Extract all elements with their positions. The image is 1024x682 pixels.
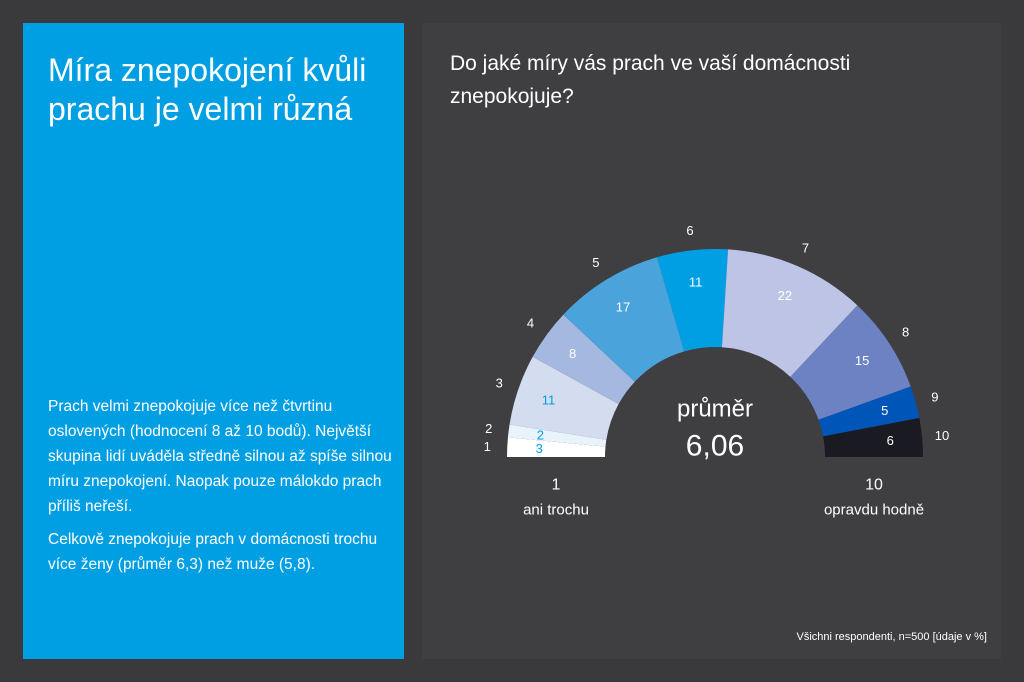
scale-right-number: 10 xyxy=(865,476,883,494)
value-label-4: 8 xyxy=(568,346,577,362)
value-label-5: 17 xyxy=(615,299,631,315)
value-label-9: 5 xyxy=(881,403,889,419)
value-label-7: 22 xyxy=(777,287,793,303)
intro-panel xyxy=(23,23,404,659)
category-label-8: 8 xyxy=(901,324,910,340)
panel-body xyxy=(48,394,393,585)
category-label-3: 3 xyxy=(495,375,503,391)
center-label: průměr xyxy=(676,395,754,423)
value-label-3: 11 xyxy=(541,392,556,408)
value-label-6: 11 xyxy=(688,274,703,290)
category-label-4: 4 xyxy=(526,315,535,331)
category-label-5: 5 xyxy=(592,255,600,271)
chart-panel xyxy=(422,23,1001,659)
category-label-2: 2 xyxy=(485,420,493,436)
category-label-10: 10 xyxy=(934,428,950,444)
category-label-9: 9 xyxy=(931,389,939,405)
paragraph-2: Celkově znepokojuje prach v domácnosti trochu více ženy (průměr 6,3) než muže (5,8). xyxy=(48,531,378,573)
semicircle-chart xyxy=(422,23,1001,659)
value-label-10: 6 xyxy=(886,432,894,448)
value-label-1: 3 xyxy=(535,441,543,457)
category-label-1: 1 xyxy=(483,438,491,454)
panel-title: Míra znepokojení kvůli prachu je velmi různá xyxy=(48,52,367,127)
scale-right-label: opravdu hodně xyxy=(823,501,925,519)
scale-left-number: 1 xyxy=(551,476,561,494)
category-label-7: 7 xyxy=(801,240,810,256)
value-label-8: 15 xyxy=(854,352,870,368)
value-label-2: 2 xyxy=(536,427,545,443)
scale-left-label: ani trochu xyxy=(523,501,589,519)
center-value: 6,06 xyxy=(685,429,745,463)
category-label-6: 6 xyxy=(686,222,694,238)
source-note: Všichni respondenti, n=500 [údaje v %] xyxy=(796,631,987,643)
chart-question: Do jaké míry vás prach ve vaší domácnosti znepokojuje? xyxy=(450,52,851,108)
paragraph-1: Prach velmi znepokojuje více než čtvrtinu oslovených (hodnocení 8 až 10 bodů). Největší skupina lidí uváděla středně silnou až spíše silnou míru znepokojení. Naopak pouze málokdo prach příliš neřeší. xyxy=(48,398,392,515)
